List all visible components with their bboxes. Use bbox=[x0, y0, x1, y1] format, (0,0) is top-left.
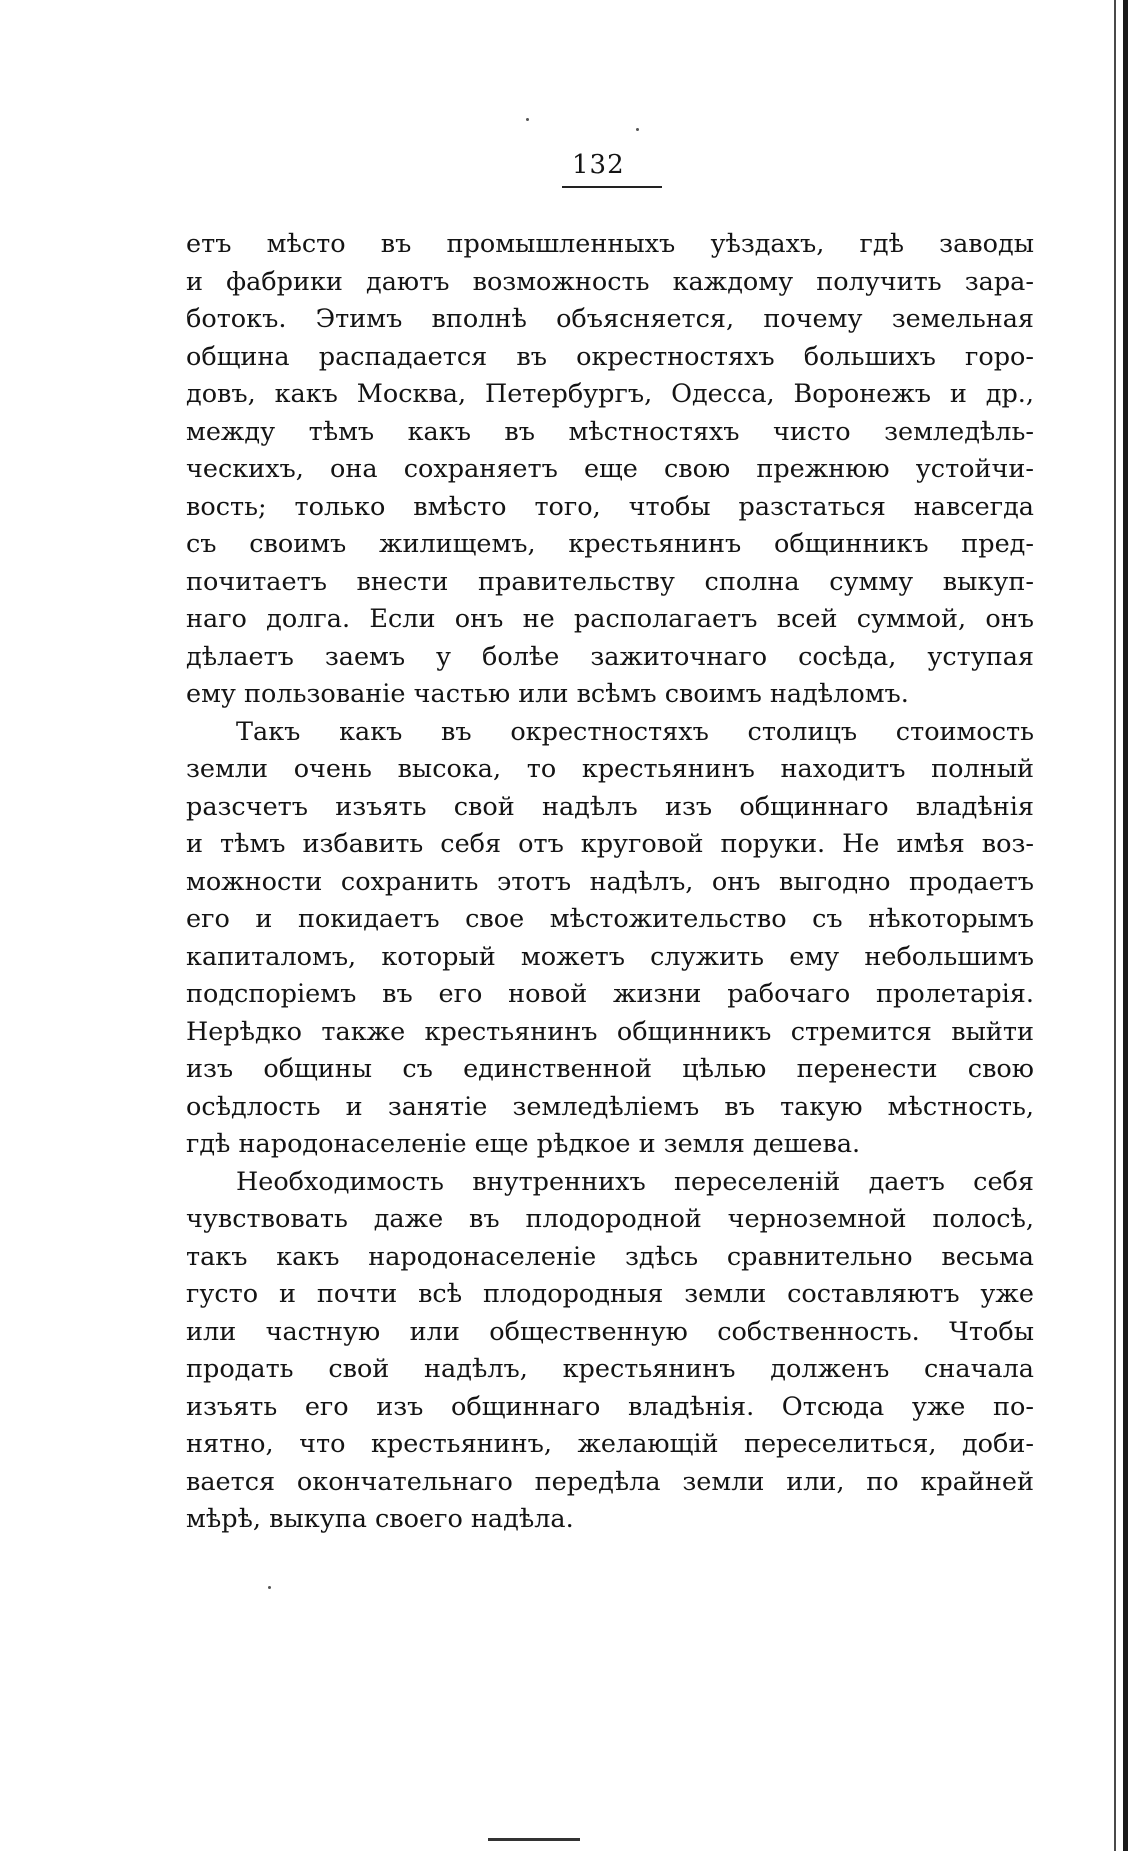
text-line: осѣдлость и занятіе земледѣліемъ въ такую мѣстность, bbox=[186, 1091, 1034, 1122]
paragraph-2 bbox=[186, 714, 1034, 1164]
text-line: земли очень высока, то крестьянинъ находитъ полный bbox=[186, 754, 1034, 784]
text-line: нятно, что крестьянинъ, желающій переселиться, доби- bbox=[186, 1429, 1034, 1459]
body-text bbox=[186, 226, 1034, 1539]
bottom-print-mark bbox=[488, 1838, 580, 1841]
text-line: продать свой надѣлъ, крестьянинъ долженъ сначала bbox=[186, 1354, 1034, 1384]
page-number-rule bbox=[562, 186, 662, 188]
text-line: вается окончательнаго передѣла земли или, по крайней bbox=[186, 1466, 1034, 1497]
text-line: гдѣ народонаселеніе еще рѣдкое и земля дешева. bbox=[186, 1129, 861, 1159]
text-line: ботокъ. Этимъ вполнѣ объясняется, почему земельная bbox=[186, 304, 1034, 334]
text-line: дѣлаетъ заемъ у болѣе зажиточнаго сосѣда, уступая bbox=[186, 641, 1034, 672]
text-line: изъять его изъ общиннаго владѣнія. Отсюда уже по- bbox=[186, 1391, 1034, 1422]
page-edge-binding bbox=[1123, 0, 1128, 1851]
scan-speck bbox=[636, 128, 639, 131]
text-line: и тѣмъ избавить себя отъ круговой поруки. Не имѣя воз- bbox=[186, 829, 1034, 859]
text-line: мѣрѣ, выкупа своего надѣла. bbox=[186, 1504, 574, 1534]
text-line: чувствовать даже въ плодородной черноземной полосѣ, bbox=[186, 1204, 1034, 1234]
text-line: между тѣмъ какъ въ мѣстностяхъ чисто земледѣль- bbox=[186, 416, 1034, 447]
text-line: капиталомъ, который можетъ служить ему небольшимъ bbox=[186, 941, 1034, 972]
text-line: Нерѣдко также крестьянинъ общинникъ стремится выйти bbox=[186, 1016, 1034, 1047]
text-line: Такъ какъ въ окрестностяхъ столицъ стоимость bbox=[236, 716, 1034, 747]
text-line: изъ общины съ единственной цѣлью перенести свою bbox=[186, 1054, 1034, 1084]
text-line: его и покидаетъ свое мѣстожительство съ нѣкоторымъ bbox=[186, 904, 1034, 934]
text-line: подспоріемъ въ его новой жизни рабочаго пролетарія. bbox=[186, 979, 1034, 1009]
text-line: и фабрики даютъ возможность каждому получить зара- bbox=[186, 266, 1034, 297]
text-line: можности сохранить этотъ надѣлъ, онъ выгодно продаетъ bbox=[186, 866, 1034, 897]
text-line: такъ какъ народонаселеніе здѣсь сравнительно весьма bbox=[186, 1241, 1034, 1272]
text-line: община распадается въ окрестностяхъ большихъ горо- bbox=[186, 341, 1034, 372]
paragraph-3 bbox=[186, 1164, 1034, 1539]
text-line: разсчетъ изъять свой надѣлъ изъ общиннаго владѣнія bbox=[186, 791, 1034, 822]
text-line: ему пользованіе частью или всѣмъ своимъ надѣломъ. bbox=[186, 679, 909, 709]
text-line: ческихъ, она сохраняетъ еще свою прежнюю устойчи- bbox=[186, 454, 1034, 484]
text-line: густо и почти всѣ плодородныя земли составляютъ уже bbox=[186, 1279, 1034, 1309]
text-line: вость; только вмѣсто того, чтобы разстаться навсегда bbox=[186, 491, 1034, 522]
page-edge-shadow bbox=[1114, 0, 1116, 1851]
paragraph-1 bbox=[186, 226, 1034, 714]
text-line: Необходимость внутреннихъ переселеній даетъ себя bbox=[236, 1166, 1034, 1197]
page-number: 132 bbox=[572, 150, 625, 180]
scan-speck bbox=[268, 1586, 271, 1589]
text-line: етъ мѣсто въ промышленныхъ уѣздахъ, гдѣ заводы bbox=[186, 229, 1034, 259]
text-line: наго долга. Если онъ не располагаетъ всей суммой, онъ bbox=[186, 604, 1034, 634]
text-line: почитаетъ внести правительству сполна сумму выкуп- bbox=[186, 566, 1034, 597]
text-line: довъ, какъ Москва, Петербургъ, Одесса, Воронежъ и др., bbox=[186, 379, 1034, 409]
text-line: или частную или общественную собственность. Чтобы bbox=[186, 1316, 1034, 1347]
scan-speck bbox=[526, 118, 529, 121]
text-line: съ своимъ жилищемъ, крестьянинъ общинникъ пред- bbox=[186, 529, 1034, 559]
